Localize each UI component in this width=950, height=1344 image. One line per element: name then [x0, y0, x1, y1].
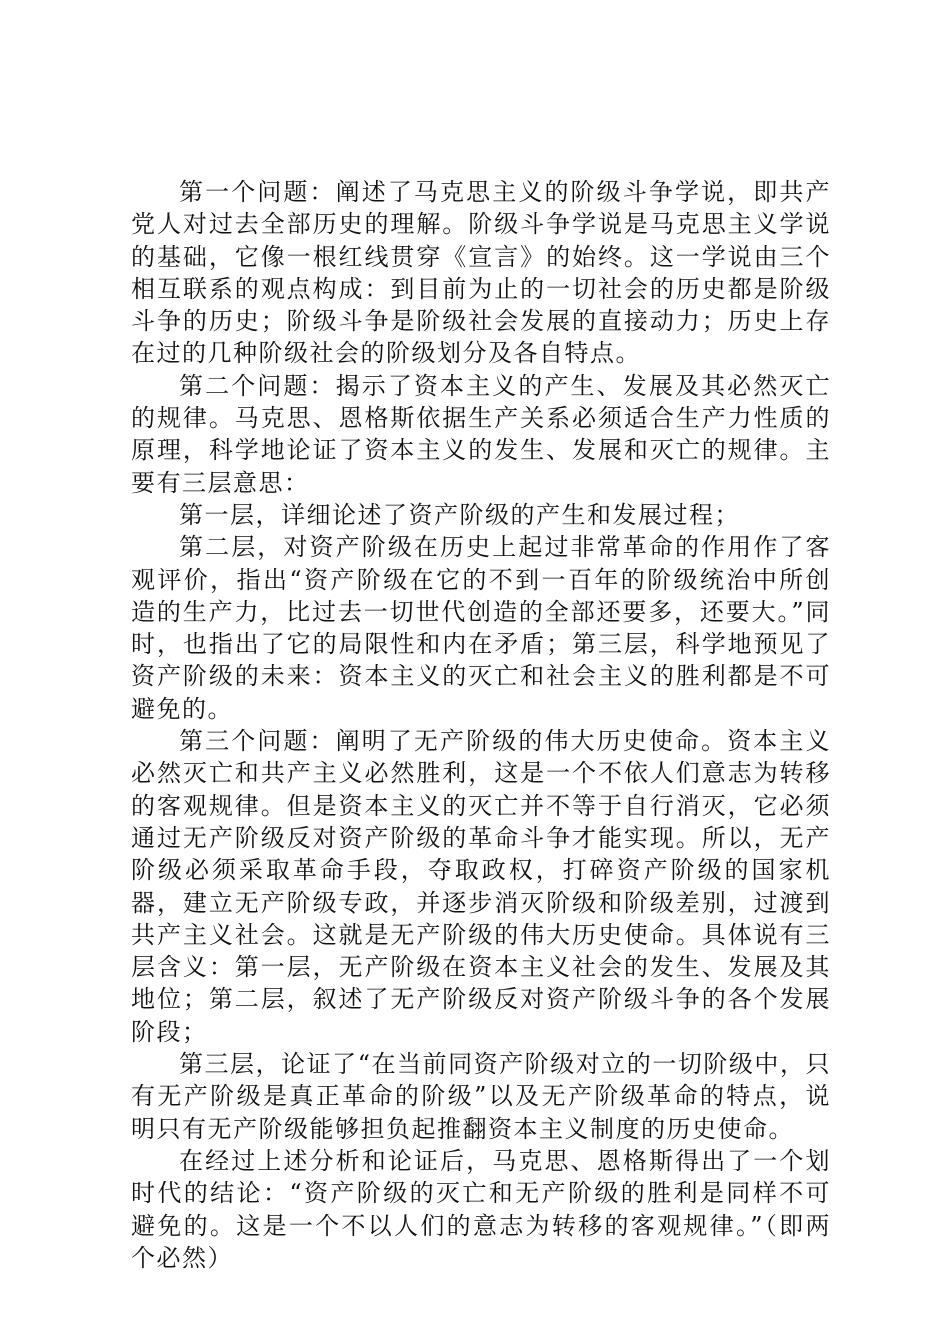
paragraph-question-one: 第一个问题：阐述了马克思主义的阶级斗争学说，即共产党人对过去全部历史的理解。阶级斗争学说是马克思主义学说的基础，它像一根红线贯穿《宣言》的始终。这一学说由三个相互联系的观点构成：到目前为止的一切社会的历史都是阶级斗争的历史；阶级斗争是阶级社会发展的直接动力；历史上存在过的几种阶级社会的阶级划分及各自特点。	[131, 178, 831, 368]
paragraph-question-three: 第三个问题：阐明了无产阶级的伟大历史使命。资本主义必然灭亡和共产主义必然胜利，这是一个不依人们意志为转移的客观规律。但是资本主义的灭亡并不等于自行消灭，它必须通过无产阶级反对资产阶级的革命斗争才能实现。所以，无产阶级必须采取革命手段，夺取政权，打碎资产阶级的国家机器，建立无产阶级专政，并逐步消灭阶级和阶级差别，过渡到共产主义社会。这就是无产阶级的伟大历史使命。具体说有三层含义：第一层，无产阶级在资本主义社会的发生、发展及其地位；第二层，叙述了无产阶级反对资产阶级斗争的各个发展阶段；	[131, 727, 831, 1046]
paragraph-layer-two: 第二层，对资产阶级在历史上起过非常革命的作用作了客观评价，指出“资产阶级在它的不到一百年的阶级统治中所创造的生产力，比过去一切世代创造的全部还要多，还要大。”同时，也指出了它的局限性和内在矛盾；第三层，科学地预见了资产阶级的未来：资本主义的灭亡和社会主义的胜利都是不可避免的。	[131, 533, 831, 723]
paragraph-conclusion: 在经过上述分析和论证后，马克思、恩格斯得出了一个划时代的结论：“资产阶级的灭亡和无产阶级的胜利是同样不可避免的。这是一个不以人们的意志为转移的客观规律。”（即两个必然）	[131, 1146, 831, 1272]
paragraph-question-two: 第二个问题：揭示了资本主义的产生、发展及其必然灭亡的规律。马克思、恩格斯依据生产关系必须适合生产力性质的原理，科学地论证了资本主义的发生、发展和灭亡的规律。主要有三层意思：	[131, 371, 831, 497]
paragraph-layer-one: 第一层，详细论述了资产阶级的产生和发展过程；	[179, 500, 740, 529]
document-body	[131, 176, 831, 1274]
paragraph-layer-three: 第三层，论证了“在当前同资产阶级对立的一切阶级中，只有无产阶级是真正革命的阶级”以及无产阶级革命的特点，说明只有无产阶级能够担负起推翻资本主义制度的历史使命。	[131, 1050, 831, 1143]
